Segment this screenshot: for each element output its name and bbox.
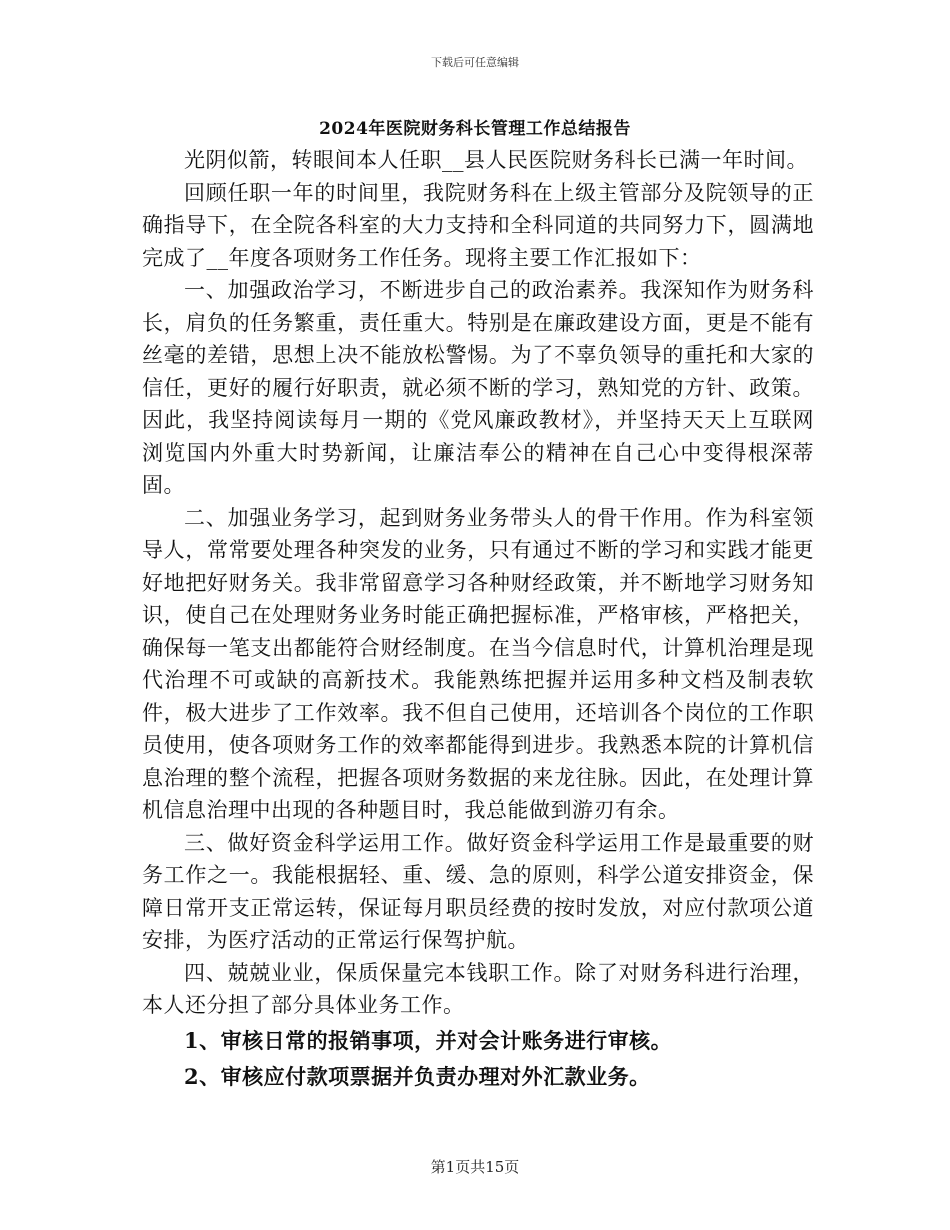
- page-footer: 第1页共15页: [430, 1158, 520, 1176]
- document-body: [142, 144, 814, 1094]
- paragraph-section-3: 三、做好资金科学运用工作。做好资金科学运用工作是最重要的财务工作之一。我能根据轻、重、缓、急的原则，科学公道安排资金，保障日常开支正常运转，保证每月职员经费的按时发放，对应付款项公道安排，为医疗活动的正常运行保驾护航。: [142, 830, 814, 952]
- paragraph-review: 回顾任职一年的时间里，我院财务科在上级主管部分及院领导的正确指导下，在全院各科室的大力支持和全科同道的共同努力下，圆满地完成了__年度各项财务工作任务。现将主要工作汇报如下：: [142, 180, 814, 270]
- bold-list-item-1: 1、审核日常的报销事项，并对会计账务进行审核。: [184, 1027, 673, 1053]
- bold-list-item-2: 2、审核应付款项票据并负责办理对外汇款业务。: [184, 1063, 651, 1089]
- paragraph-section-2: 二、加强业务学习，起到财务业务带头人的骨干作用。作为科室领导人，常常要处理各种突发的业务，只有通过不断的学习和实践才能更好地把好财务关。我非常留意学习各种财经政策，并不断地学习财务知识，使自己在处理财务业务时能正确把握标准，严格审核，严格把关，确保每一笔支出都能符合财经制度。在当今信息时代，计算机治理是现代治理不可或缺的高新技术。我能熟练把握并运用多种文档及制表软件，极大进步了工作效率。我不但自己使用，还培训各个岗位的工作职员使用，使各项财务工作的效率都能得到进步。我熟悉本院的计算机信息治理的整个流程，把握各项财务数据的来龙往脉。因此，在处理计算机信息治理中出现的各种题目时，我总能做到游刃有余。: [142, 505, 814, 822]
- paragraph-section-4: 四、兢兢业业，保质保量完本钱职工作。除了对财务科进行治理，本人还分担了部分具体业务工作。: [142, 960, 814, 1017]
- paragraph-section-1: 一、加强政治学习，不断进步自己的政治素养。我深知作为财务科长，肩负的任务繁重，责任重大。特别是在廉政建设方面，更是不能有丝毫的差错，思想上决不能放松警惕。为了不辜负领导的重托和大家的信任，更好的履行好职责，就必须不断的学习，熟知党的方针、政策。因此，我坚持阅读每月一期的《党风廉政教材》，并坚持天天上互联网浏览国内外重大时势新闻，让廉洁奉公的精神在自己心中变得根深蒂固。: [142, 278, 814, 497]
- header-note: 下载后可任意编辑: [431, 56, 519, 69]
- document-title: 2024年医院财务科长管理工作总结报告: [319, 119, 631, 139]
- paragraph-intro: 光阴似箭，转眼间本人任职__县人民医院财务科长已满一年时间。: [184, 148, 808, 172]
